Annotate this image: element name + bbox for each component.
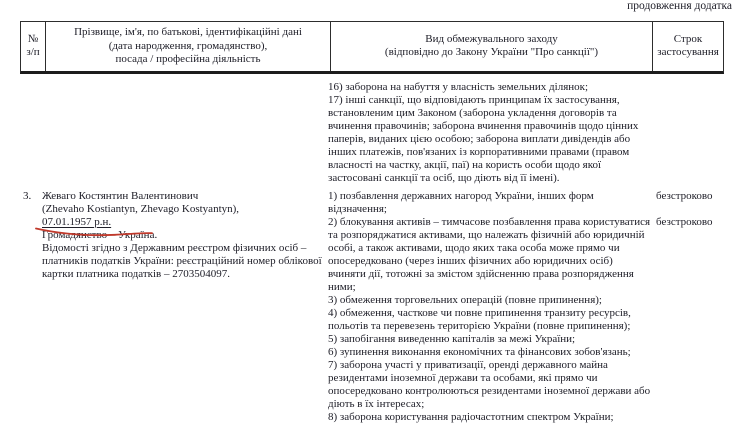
measure-term [655,94,725,185]
header-col-person [46,22,331,71]
table-header-row [20,21,724,74]
header-number-line: з/п [26,46,40,59]
header-number-line: № [27,32,39,45]
measure-text: 3) обмеження торговельних операцій (повне припинення); [328,293,602,306]
measure-term [655,294,725,307]
measure-text: 4) обмеження, часткове чи повне припинення транзиту ресурсів, польотів та перевезень територією України (повне припинення); [328,306,631,332]
measure-term: безстроково [656,189,713,202]
person-tax-details: Відомості згідно з Державним реєстром фізичних осіб – платників податків України: реєстраційний номер облікової картки платника податків – 2703504097. [42,241,322,280]
person-cell [42,190,328,424]
measures-cell [328,81,725,185]
measure-item [328,359,725,411]
measure-term [655,411,725,424]
measure-text: 6) зупинення виконання економічних та фінансових зобов'язань; [328,345,631,358]
measure-term [655,333,725,346]
measure-term [655,307,725,333]
measure-term [655,359,725,411]
person-citizenship: Громадянство – Україна. [42,228,158,241]
measure-item [328,307,725,333]
measure-item [328,81,725,94]
measure-item [328,94,725,185]
measure-text: 16) заборона на набуття у власність земельних ділянок; [328,80,589,93]
header-measure-line: Вид обмежувального заходу [425,32,558,45]
header-person-line: (дата народження, громадянство), [108,39,268,52]
person-birthdate-line [42,216,324,229]
measure-item [328,294,725,307]
measure-text: 2) блокування активів – тимчасове позбавлення права користуватися та розпоряджатися активами, що належать фізичній або юридичній особі, а також активами, щодо яких така особа може прямо чи опосередковано (через інших фізичних або юридичних осіб) вчиняти дії, тотожні за змістом здійсненню права розпорядження ними; [328,215,651,293]
person-cell-empty [42,81,328,185]
measure-item [328,333,725,346]
continuation-label: продовження додатка [627,0,732,12]
measure-item [328,346,725,359]
sanctions-table [20,21,724,424]
measure-item [328,411,725,424]
person-birthdate: 07.01.1957 р.н. [42,215,112,228]
header-person-line: Прізвище, ім'я, по батькові, ідентифікаційні дані [74,26,302,38]
header-col-term [653,22,723,71]
header-term-line: Строк [673,32,703,45]
row-number-cell: 3. [23,189,32,202]
measure-item [328,216,725,294]
measure-text: 17) інші санкції, що відповідають принципам їх застосування, встановленим цим Законом (заборона укладення договорів та вчинення правочинів; заборона вчинення правочинів щодо цінних паперів, виданих цією особою; заборона виплати дивідендів або інших платежів, пов'язаних із корпоративними правами (правом власності на частку, акції, паї) на користь особи щодо якої застосовані санкції та осіб, що діють від її імені). [328,93,639,184]
measure-text: 5) запобігання виведенню капіталів за межі України; [328,332,576,345]
table-row-continuation [20,81,724,185]
measures-cell [328,190,725,424]
measure-item [328,190,725,216]
measure-text: 8) заборона користування радіочастотним спектром України; [328,410,614,423]
measure-text: 1) позбавлення державних нагород України, інших форм відзначення; [328,189,594,215]
measure-text: 7) заборона участі у приватизації, оренді державного майна резидентами іноземної держави та особами, які прямо чи опосередковано контролюються резидентами іноземної держави або діють в їх інтересах; [328,358,651,410]
measure-term [655,81,725,94]
header-col-number [21,22,46,71]
person-name: Жеваго Костянтин Валентинович [42,189,199,202]
measure-term: безстроково [656,215,713,228]
header-term-line: застосування [657,46,719,59]
header-measure-line: (відповідно до Закону України "Про санкції") [384,46,599,59]
header-col-measure [331,22,653,71]
person-name-latin: (Zhevaho Kostiantyn, Zhevago Kostyantyn), [42,202,240,215]
measure-term [655,346,725,359]
header-person-line: посада / професійна діяльність [115,53,261,65]
table-row-entry-3 [20,190,724,424]
row-number-cell [20,81,42,185]
